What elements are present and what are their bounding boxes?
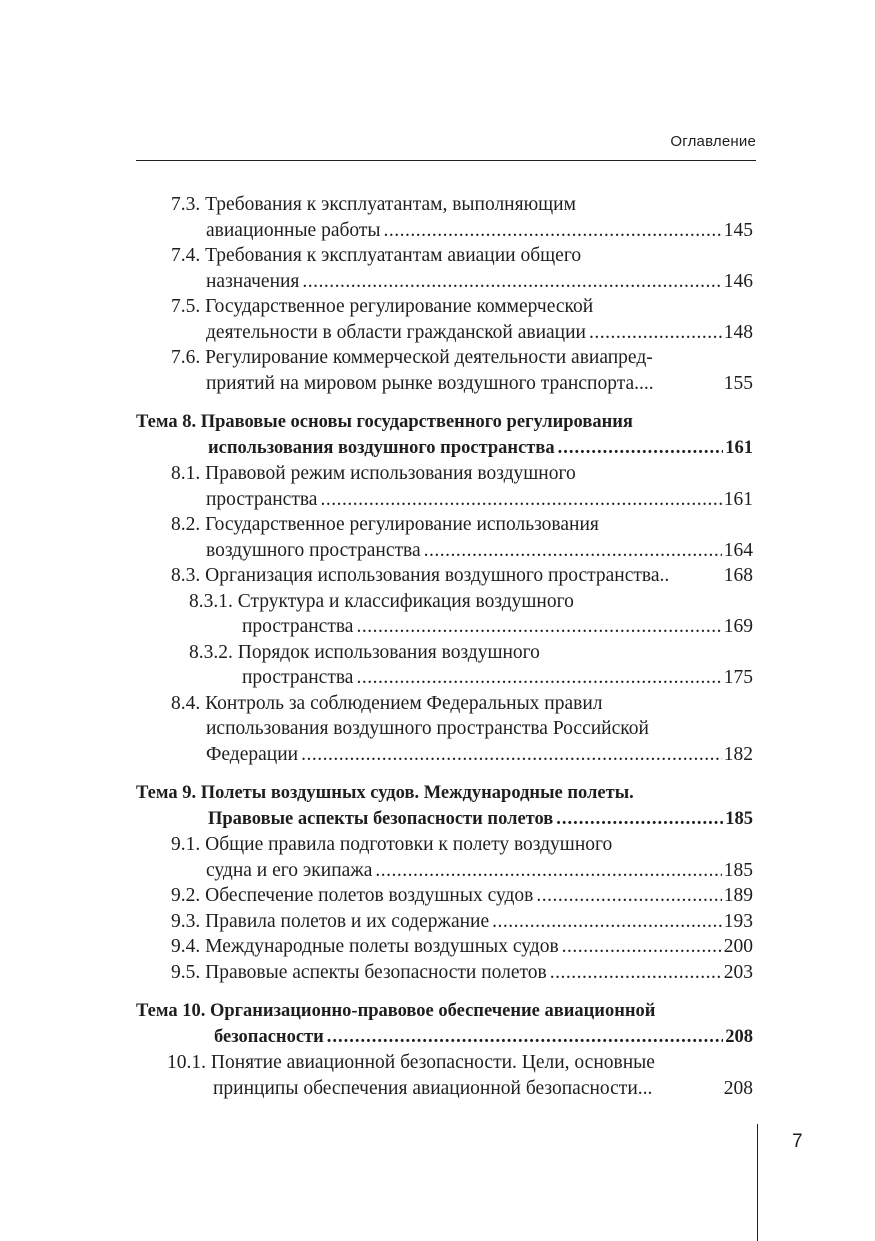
dot-leader [375, 858, 721, 884]
toc-entry-8-4[interactable]: 8.4. Контроль за соблюдением Федеральных правил [171, 692, 603, 714]
dot-leader [384, 218, 722, 244]
toc-entry-8-3-2-cont[interactable]: пространства ..... 175 [136, 665, 753, 691]
page-ref: 200 [723, 936, 753, 957]
table-of-contents [136, 192, 753, 1101]
toc-entry-7-4[interactable]: 7.4. Требования к эксплуатантам авиации общего [171, 245, 582, 266]
dot-leader [327, 1025, 723, 1051]
toc-entry-7-3[interactable]: 7.3. Требования к эксплуатантам, выполняющим [171, 194, 576, 215]
page-ref: 169 [723, 616, 753, 637]
margin-rule [757, 1124, 758, 1241]
page-ref: 185 [725, 808, 753, 829]
toc-topic-8-cont[interactable]: использования воздушного пространства ..... 161 [136, 436, 753, 462]
toc-entry-9-3[interactable]: 9.3. Правила полетов и их содержание ..... 193 [136, 909, 753, 935]
dot-leader [356, 665, 721, 691]
page-ref: 193 [723, 910, 753, 932]
page-ref: 175 [723, 667, 753, 688]
toc-entry-9-2[interactable]: 9.2. Обеспечение полетов воздушных судов ..... 189 [136, 883, 753, 909]
dot-leader [562, 934, 722, 960]
toc-entry-7-6-cont[interactable]: приятий на мировом рынке воздушного транспорта.... 155 [136, 371, 753, 397]
dot-leader [558, 436, 724, 462]
page-ref: 185 [723, 859, 753, 881]
toc-entry-7-3-cont[interactable]: авиационные работы ..... 145 [136, 218, 753, 244]
toc-entry-8-3-1-cont[interactable]: пространства ..... 169 [136, 614, 753, 640]
toc-entry-8-1-cont[interactable]: пространства ..... 161 [136, 487, 753, 513]
page-ref: 155 [723, 372, 753, 394]
toc-entry-8-4-cont[interactable]: использования воздушного пространства Российской [206, 718, 649, 739]
dot-leader [550, 960, 722, 986]
toc-entry-7-5[interactable]: 7.5. Государственное регулирование коммерческой [171, 296, 594, 317]
dot-leader [356, 614, 721, 640]
running-header: Оглавление [670, 133, 756, 150]
dot-leader [492, 909, 722, 935]
page-ref: 182 [723, 743, 753, 765]
page-ref: 145 [723, 219, 753, 241]
toc-topic-10-cont[interactable]: безопасности ..... 208 [136, 1025, 753, 1051]
dot-leader [301, 742, 722, 768]
header-rule [136, 160, 756, 161]
page-ref: 148 [723, 321, 753, 343]
toc-entry-7-5-cont[interactable]: деятельности в области гражданской авиации ..... 148 [136, 320, 753, 346]
toc-entry-8-1[interactable]: 8.1. Правовой режим использования воздушного [171, 463, 576, 484]
dot-leader [320, 487, 721, 513]
dot-leader [302, 269, 721, 295]
toc-entry-9-4[interactable]: 9.4. Международные полеты воздушных судов ..... 200 [136, 934, 753, 960]
dot-leader [589, 320, 722, 346]
toc-entry-8-3-2[interactable]: 8.3.2. Порядок использования воздушного [189, 641, 540, 663]
toc-entry-8-2-cont[interactable]: воздушного пространства ..... 164 [136, 538, 753, 564]
toc-topic-8[interactable]: Тема 8. Правовые основы государственного регулирования [136, 412, 633, 432]
toc-entry-7-6[interactable]: 7.6. Регулирование коммерческой деятельности авиапред- [171, 347, 653, 368]
toc-entry-8-2[interactable]: 8.2. Государственное регулирование использования [171, 514, 599, 535]
page-ref: 161 [725, 437, 753, 458]
page-ref: 164 [723, 539, 753, 561]
page-ref: 208 [723, 1077, 753, 1099]
toc-entry-9-1-cont[interactable]: судна и его экипажа ..... 185 [136, 858, 753, 884]
toc-entry-10-1[interactable]: 10.1. Понятие авиационной безопасности. Цели, основные [167, 1052, 655, 1073]
dot-leader [424, 538, 722, 564]
page-ref: 208 [725, 1026, 753, 1047]
page-number: 7 [792, 1131, 803, 1152]
toc-entry-9-1[interactable]: 9.1. Общие правила подготовки к полету воздушного [171, 834, 613, 855]
toc-topic-10[interactable]: Тема 10. Организационно-правовое обеспечение авиационной [136, 1001, 656, 1021]
toc-entry-8-4-cont2[interactable]: Федерации ..... 182 [136, 742, 753, 768]
page-ref: 146 [723, 270, 753, 292]
page-ref: 189 [723, 885, 753, 906]
toc-topic-9-cont[interactable]: Правовые аспекты безопасности полетов ..... 185 [136, 807, 753, 833]
toc-entry-8-3-1[interactable]: 8.3.1. Структура и классификация воздушного [189, 590, 574, 612]
toc-entry-7-4-cont[interactable]: назначения ..... 146 [136, 269, 753, 295]
toc-entry-8-3[interactable]: 8.3. Организация использования воздушного пространства.. 168 [136, 563, 753, 589]
dot-leader [536, 883, 721, 909]
toc-topic-9[interactable]: Тема 9. Полеты воздушных судов. Международные полеты. [136, 783, 634, 803]
page-ref: 203 [723, 961, 753, 983]
toc-entry-9-5[interactable]: 9.5. Правовые аспекты безопасности полетов ..... 203 [136, 960, 753, 986]
page-ref: 161 [723, 488, 753, 510]
page-ref: 168 [723, 565, 753, 586]
dot-leader [556, 807, 723, 833]
toc-entry-10-1-cont[interactable]: принципы обеспечения авиационной безопасности... 208 [136, 1076, 753, 1102]
